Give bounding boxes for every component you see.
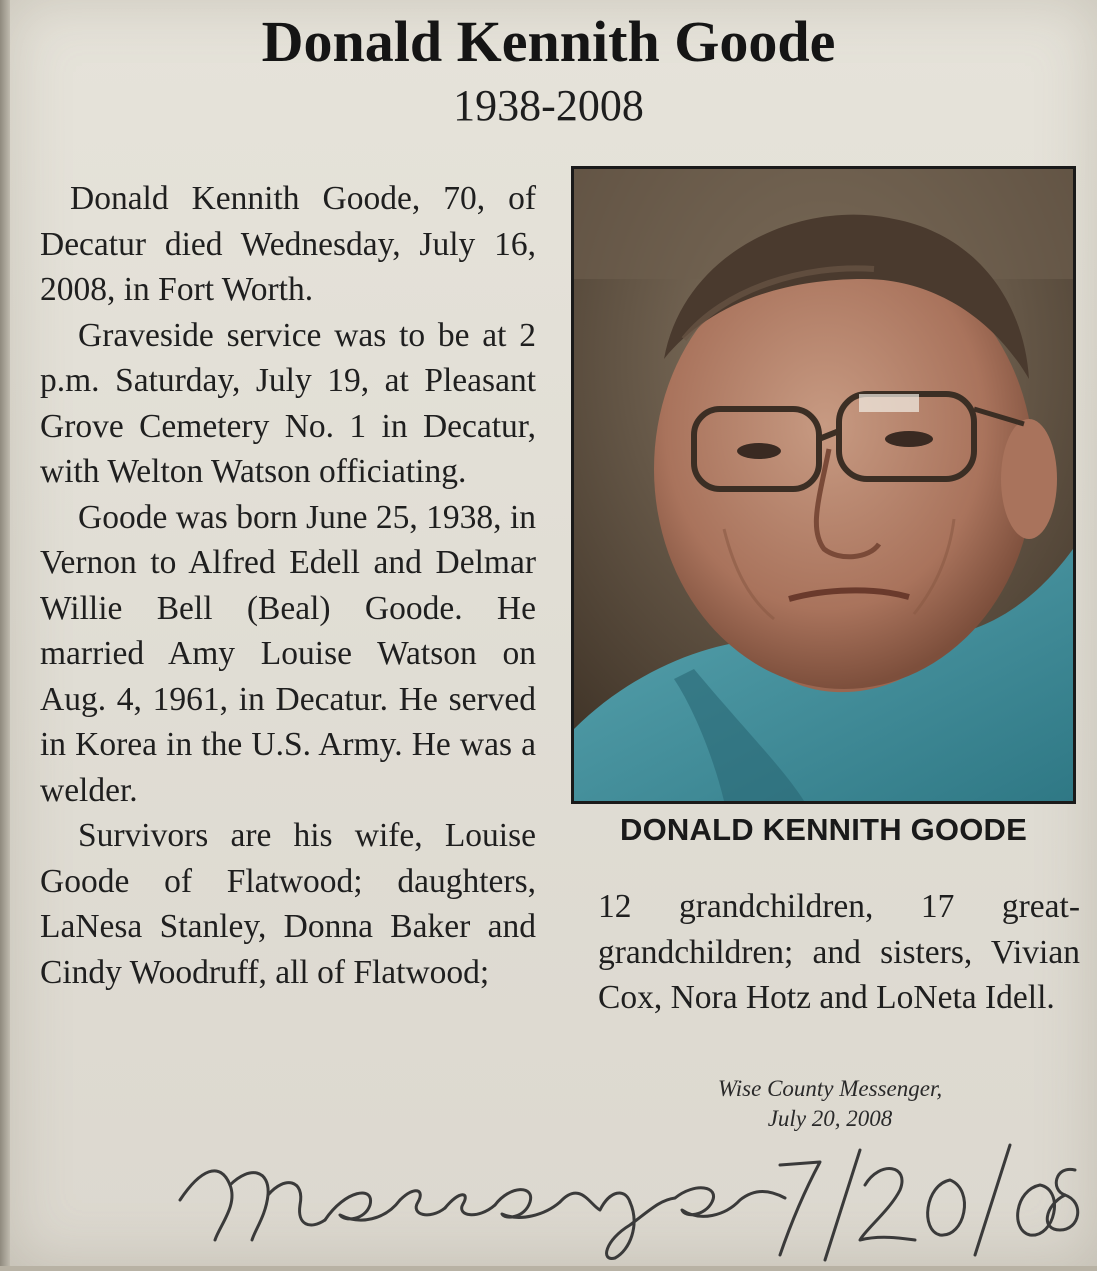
handwriting-signature <box>160 1130 1080 1266</box>
source-credit <box>680 1074 980 1134</box>
paragraph-service: Graveside service was to be at 2 p.m. Saturday, July 19, at Pleasant Grove Cemetery No. 1 in Decatur, with Welton Watson officiating. <box>40 316 536 490</box>
photo-caption: DONALD KENNITH GOODE <box>620 812 1027 847</box>
source-date: July 20, 2008 <box>767 1106 893 1131</box>
paragraph-death-notice: Donald Kennith Goode, 70, of Decatur died Wednesday, July 16, 2008, in Fort Worth. <box>40 180 536 308</box>
obituary-body-column <box>40 176 536 995</box>
source-publication: Wise County Messenger, <box>717 1076 943 1101</box>
paragraph-biography: Goode was born June 25, 1938, in Vernon to Alfred Edell and Delmar Willie Bell (Beal) Goode. He married Amy Louise Watson on Aug. 4, 1961, in Decatur. He served in Korea in the U.S. Army. He was a welder. <box>40 498 536 809</box>
obituary-continuation-column <box>598 884 1080 1021</box>
paragraph-survivors: Survivors are his wife, Louise Goode of Flatwood; daughters, LaNesa Stanley, Donna Baker and Cindy Woodruff, all of Flatwood; <box>40 817 536 991</box>
portrait-photo <box>571 166 1076 804</box>
paragraph-survivors-continued: 12 grandchildren, 17 great-grandchildren; and sisters, Vivian Cox, Nora Hotz and LoNeta Idell. <box>598 888 1080 1016</box>
obituary-title: Donald Kennith Goode <box>261 9 836 74</box>
obituary-years: 1938-2008 <box>453 81 644 130</box>
handwritten-annotation <box>160 1130 1080 1266</box>
portrait-illustration <box>574 169 1073 801</box>
